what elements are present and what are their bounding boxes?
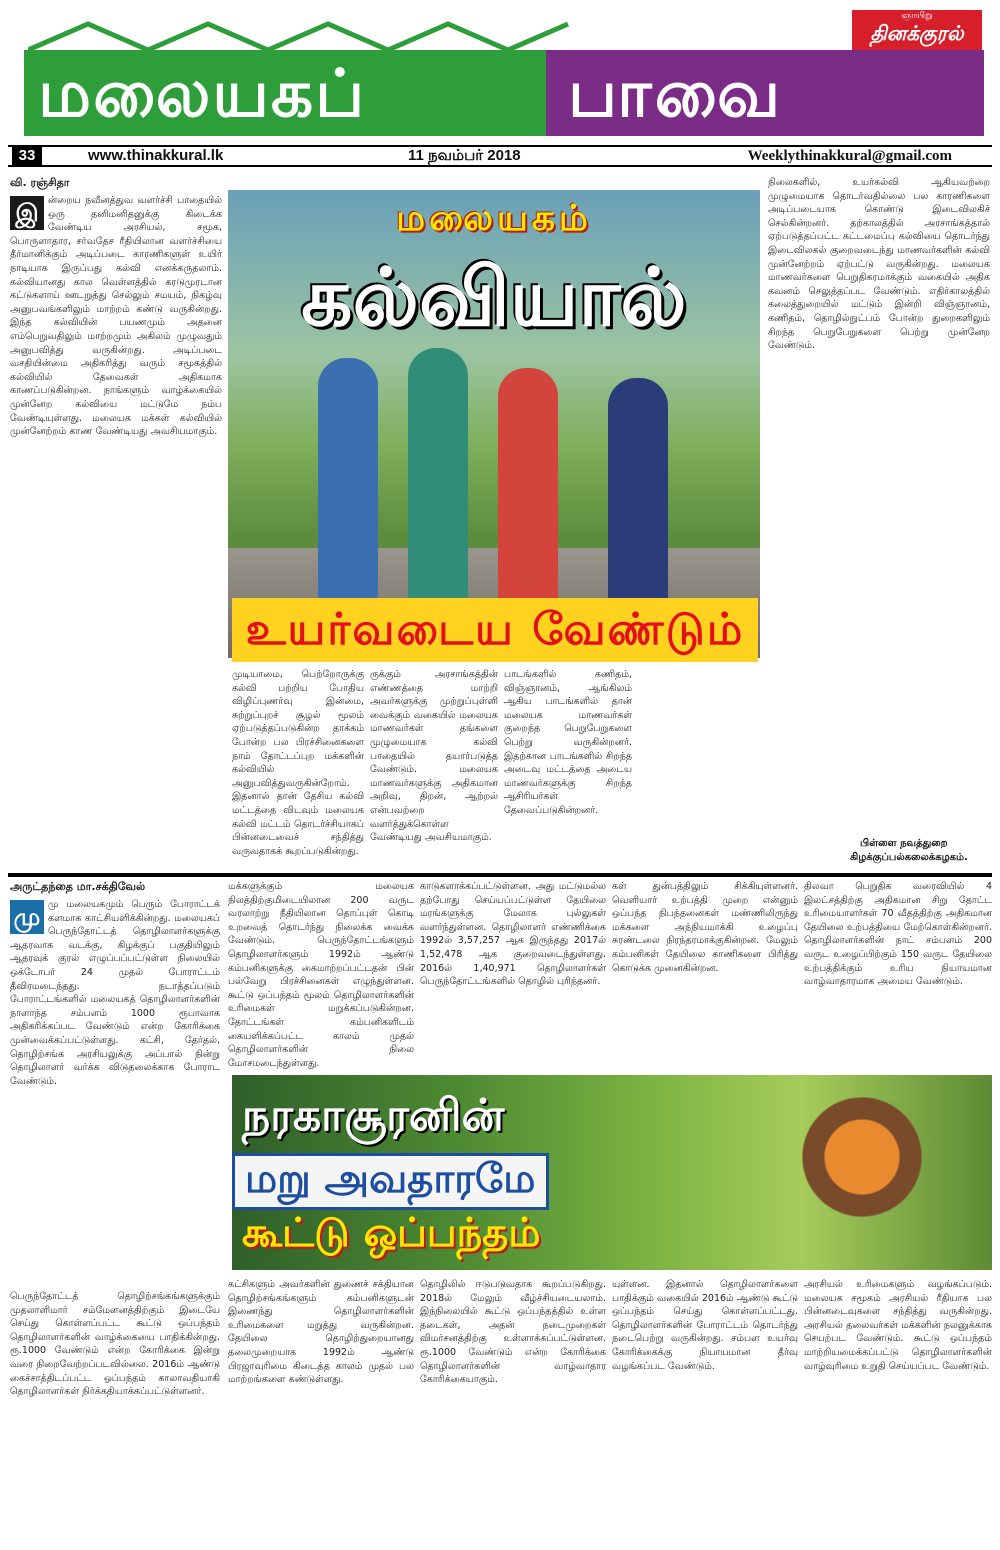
website-link[interactable]: www.thinakkural.lk <box>88 147 224 164</box>
article1-signature-name: பிள்ளை நவத்துறை <box>860 838 948 849</box>
article1-byline: வி. ரஞ்சிதா <box>10 176 70 189</box>
article1-column-4: பாடங்களில் கணிதம், விஞ்ஞானம், ஆங்கிலம் ஆகிய பாடங்களில் தான் மலையக மாணவர்கள் குறைந்த பெறுபேறுகளை பெற்று வருகின்றனர். இதற்கான பாடங்களில் சிறந்த அடைவு மட்டத்தை அடைய மாணவர்களுக்கு சிறந்த ஆசிரியர்கள் தேவைப்படுகின்றனர். <box>504 669 632 816</box>
article2-column-10: அரசியல் உரிமைகளும் வழங்கப்படும். மலையக சமூகம் அரசியல் ரீதியாக பல பின்னடைவுகளை சந்தித்து வருகின்றது. அரசியல் தலைவர்கள் மக்களின் நலனுக்காக செயற்பட வேண்டும். கூட்டு ஒப்பந்தம் மாற்றியமைக்கப்பட்டு தொழிலாளர்களின் வாழ்வுரிமை உறுதி செய்யப்பட வேண்டும். <box>804 1279 992 1372</box>
page-number: 33 <box>12 147 42 165</box>
article1-headline-top: மலையகம் <box>396 198 592 239</box>
article2-headline-1: நரகாசூரனின் <box>242 1090 505 1141</box>
article2-column-8: தொழிலில் ஈடுபடுவதாக கூறப்படுகிறது. 2018ல் மேலும் வீழ்ச்சியடையலாம். இந்நிலையில் கூட்டு ஒப்பந்தத்தில் உள்ள தடைகள், அதன் நடைமுறைகள் விமர்சனத்திற்கு உள்ளாக்கப்பட்டுள்ளன. ரூ.1000 வேண்டும் என்ற கோரிக்கை தொழிலாளர்களின் வாழ்வாதார கோரிக்கையாகும். <box>420 1279 606 1386</box>
article2-column-3: காடுகளாக்கப்பட்டுள்ளன. அது மட்டுமல்ல தற்போது செய்யப்பட்டுள்ள தேயிலை மரங்களுக்கு மேலாக புல்லுகள் வளர்ந்துள்ளன. தொழிலாளர் எண்ணிக்கை 1992ல் 3,57,257 ஆக இருந்தது 2017ல் 1,52,478 ஆக குறைவடைந்துள்ளது. 2016ல் 1,40,971 தொழிலாளர்கள் பெருந்தோட்டங்களில் தொழில் புரிந்தனர். <box>420 881 606 988</box>
brand-small-text: ஞாயிறு <box>901 11 933 21</box>
issue-date: 11 நவம்பர் 2018 <box>408 147 521 164</box>
article2-column-7: கட்சிகளும் அவர்களின் துணைச் சக்தியான தொழிற்சங்கங்களும் கம்பனிகளுடன் இணைந்து தொழிலாளர்களின் உரிமைகளை மறுத்து வருகின்றன. தேயிலை தொழிற்துறையானது தலைமுறையாக 1992ம் ஆண்டு பிரஜாவுரிமை கிடைத்த காலம் முதல் பல மாற்றங்களை கண்டுள்ளது. <box>228 1279 414 1386</box>
brand-name: தினக்குரல் <box>870 21 964 45</box>
article1-column-3: ருக்கும் அரசாங்கத்தின் எண்ணத்தை மாற்றி அவர்களுக்கு முற்றுப்புள்ளி வைக்கும் வகையில் மலையக மாணவர்கள் தங்களை முழுமையாக கல்வி பாதையில் தயார்படுத்த வேண்டும். மலையக மாணவர்களுக்கு அதிகமான அறிவு, திறன், ஆற்றல் என்பவற்றை வளர்த்துக்கொள்ள வேண்டியது அவசியமாகும். <box>370 669 498 844</box>
article1-dropcap: இ <box>10 196 44 230</box>
masthead-title-left: மலையகப் <box>38 55 367 132</box>
article2-headline-2: மறு அவதாரமே <box>232 1153 549 1210</box>
article1-headline-main: கல்வியால் <box>301 251 687 344</box>
article2-column-1 <box>10 880 220 1285</box>
child-figure-1 <box>318 358 378 618</box>
article1-column-2: முடியாமை, பெற்றோருக்கு கல்வி பற்றிய போதிய விழிப்புணர்வு இன்மை, சுற்றுப்புறச் சூழல் மூலம் ஏற்படுத்தப்படுகின்ற தாக்கம் போன்ற பல பிரச்சினைகளை நாம் தோட்டப்புற மக்களின் கல்வியில் அனுபவித்துவருகின்றோம். இதனால் தான் தேசிய கல்வி மட்டத்தை விடவும் மலையக கல்வி மட்டம் தொடர்ச்சியாகப் பின்னடைவைச் சந்தித்து வருவதாகக் கூறப்படுகின்றது. <box>232 669 364 857</box>
email-link[interactable]: Weeklythinakkural@gmail.com <box>747 148 952 164</box>
article1-text-1: ன்றைய நவீனத்துவ வளர்ச்சி பாதையில் ஒரு தனிமனிதனுக்கு கிடைக்க வேண்டிய அரசியல், சமூக, பொருளாதார, சர்வதேச ரீதியிலான வளர்ச்சியை தீர்மானிக்கும் அடிப்படை காரணிகளுள் உயிர் நாடியாக இருப்பது கல்வி எனக்கருதலாம். கல்வியானது கால வெள்ளத்தில் கரடுமுரடான கட்டுகளாய் ஊடறுத்து செல்லும் சமயம், நிகழ்வு அனுபவங்களிலும் மாற்றம் கண்டு வருகின்றது. இந்த கல்வியின் பயணமும் அதனை எம்பெறுவதிலும் மாற்றமும் அகிலம் முழுவதும் அனுபவித்து வருகின்றது. அடிப்படை வசதியின்மை அதிகரித்து வரும் சமூகத்தில் கல்வியில் தேவைகள் அதிகமாக காணப்படுகின்றன. நாங்களும் வாழ்க்கையில் முன்னேற கல்வியை மட்டுமே நம்ப வேண்டியுள்ளது. மலையக மக்கள் கல்வியில் முன்னேற்றம் காண வேண்டியது அவசியமாகும். <box>10 195 222 438</box>
article2-headline-3: கூட்டு ஒப்பந்தம் <box>242 1210 541 1256</box>
article1-photo <box>228 190 760 658</box>
section-divider <box>8 873 992 877</box>
article2-photo <box>232 1075 992 1270</box>
article2-text-1: மு மலையகமும் பெரும் போராட்டக் களமாக காட்சியளிக்கின்றது. மலையகப் பெருந்தோட்டத் தொழிலாளர்களுக்கு ஆதரவாக வடக்கு, கிழக்குப் பகுதியிலும் ஆதரவுக் குரல் எழுப்பப்பட்டுள்ள நிலையில் ஒக்டோபர் 24 முதல் போராட்டம் தீவிரமடைந்தது. நடாத்தப்படும் போராட்டங்களில் மலையகத் தொழிலாளர்களின் நாளாந்த சம்பளம் 1000 ரூபாவாக அதிகரிக்கப்பட வேண்டும் என்ற கோரிக்கை முன்வைக்கப்பட்டுள்ளது. கட்சி, தேர்தல், தொழிற்சங்க அரசியலுக்கு அப்பால் நின்று தொழிலாளர் வர்க்க விடுதலைக்காக போராட வேண்டும். <box>10 899 220 1087</box>
masthead-title-right: பாவை <box>568 55 784 132</box>
article2-byline: அருட்தந்தை மா.சக்திவேல் <box>10 880 146 893</box>
info-bar <box>8 145 992 167</box>
article2-column-5: திலவா பெறுதிக வரைவியில் 4 இலட்சத்திற்கு அதிகமான சிறு தோட்ட உரிமையாளர்கள் 70 வீதத்திற்கு அதிகமான தேயிலை உற்பத்தியை மேற்கொள்கின்றனர். தொழிலாளர்களின் நாட் சம்பளம் 200 வருட உழைப்பிற்கும் 150 வருட தேயிலை உற்பத்திக்கும் உரிய நியாயமான வாழ்வாதாரமாக அமைய வேண்டும். <box>804 881 992 988</box>
article1-signature-affiliation: கிழக்குப்பல்கலைக்கழகம். <box>850 852 968 863</box>
article2-column-6: பெருந்தோட்டத் தொழிற்சங்கங்களுக்கும் முதலாளிமார் சம்மேளனத்திற்கும் இடையே செய்து கொள்ளப்பட்ட கூட்டு ஒப்பந்தம் தொழிலாளர்களின் வாழ்க்கையை பாதிக்கின்றது. ரூ.1000 வேண்டும் என்ற கோரிக்கை இன்று வரை நிறைவேற்றப்படவில்லை. 2016ம் ஆண்டு கைச்சாத்திடப்பட்ட ஒப்பந்தம் காலாவதியாகி தொழிலாளர்கள் நிர்க்கதியாக்கப்பட்டுள்ளனர். <box>10 1291 220 1398</box>
masthead <box>8 6 992 143</box>
child-figure-2 <box>408 348 468 618</box>
article1-column-5: நிலைகளில், உயர்கல்வி ஆகியவற்றை முழுமையாக தொடர்வதில்லை பல காரணிகளை அடிப்படையாக கொண்டு இடைவிலகிச் செல்கின்றனர். தற்காலத்தில் அரசாங்கத்தால் ஏற்படுத்தப்பட்ட கட்டமைப்பு கல்வியை தொடர்ந்து இடைவிலகல் குறைவடைந்து மாணவர்களின் கல்வி முன்னேற்றம் ஏற்பட்டு வருகின்றது. மலையக மாணவர்களை பெறுதிகரமாக்கும் வகையில் அதிக கவனம் செலுத்தப்பட வேண்டும். எதிர்காலத்தில் கலைத்துறையில் மட்டும் இன்றி விஞ்ஞானம், கணிதம், தொழில்நுட்பம் போன்ற துறைகளிலும் சிறந்த பெறுபேறுகளை பெற்று முன்னேற வேண்டும். <box>768 177 990 352</box>
roof-logo-icon <box>28 20 588 50</box>
child-figure-3 <box>498 368 558 618</box>
article2-column-4: கள் துன்பத்திலும் சிக்கியுள்ளனர். வெளியார் உற்பத்தி முறை என்னும் ஒப்பந்த நிபந்தனைகள் மண்ணிலிருந்து மக்களை அந்நியமாக்கி உழைப்பு சுரண்டலை நிரந்தரமாக்குகின்றன. மேலும் கம்பனிகள் தேயிலை காணிகளை பிரித்து கொடுக்க முனைகின்றன. <box>612 881 798 974</box>
article1-column-1 <box>10 176 222 868</box>
tea-picker-figure <box>762 1085 962 1265</box>
brand-logo <box>852 10 982 50</box>
article2-column-9: யுள்ளன. இதனால் தொழிலாளர்களை பாதிக்கும் வகையில் 2016ம் ஆண்டு கூட்டு ஒப்பந்தம் செய்து கொள்ளப்பட்டது. தொழிலாளர்களின் போராட்டம் தொடர்ந்து நடைபெற்று வருகின்றது. சம்பள உயர்வு கோரிக்கைக்கு நியாயமான தீர்வு வழங்கப்பட வேண்டும். <box>612 1279 798 1372</box>
article2-dropcap: மு <box>10 900 44 934</box>
child-figure-4 <box>608 378 668 618</box>
article1-headline-band: உயர்வடைய வேண்டும் <box>232 598 758 662</box>
article2-column-2: மக்களுக்கும் மலையக நிலத்திற்குமிடையிலான 200 வருட வரலாற்று நீதியிலான தொப்புள் கொடி உறவைத் தொடர்ந்து நிலைக்க வைக்க வேண்டும். பெருந்தோட்டங்களும் தொழிலாளர்களும் 1992ம் ஆண்டு கம்பனிகளுக்கு கைமாற்றப்பட்டதன் பின் பல்வேறு பிரச்சினைகள் எழுந்துள்ளன. கூட்டு ஒப்பந்தம் மூலம் தொழிலாளர்களின் உரிமைகள் மறுக்கப்படுகின்றன. தோட்டங்கள் கம்பனிகளிடம் கையளிக்கப்பட்ட காலம் முதல் தொழிலாளர்களின் நிலை மோசமடைந்துள்ளது. <box>228 881 414 1069</box>
